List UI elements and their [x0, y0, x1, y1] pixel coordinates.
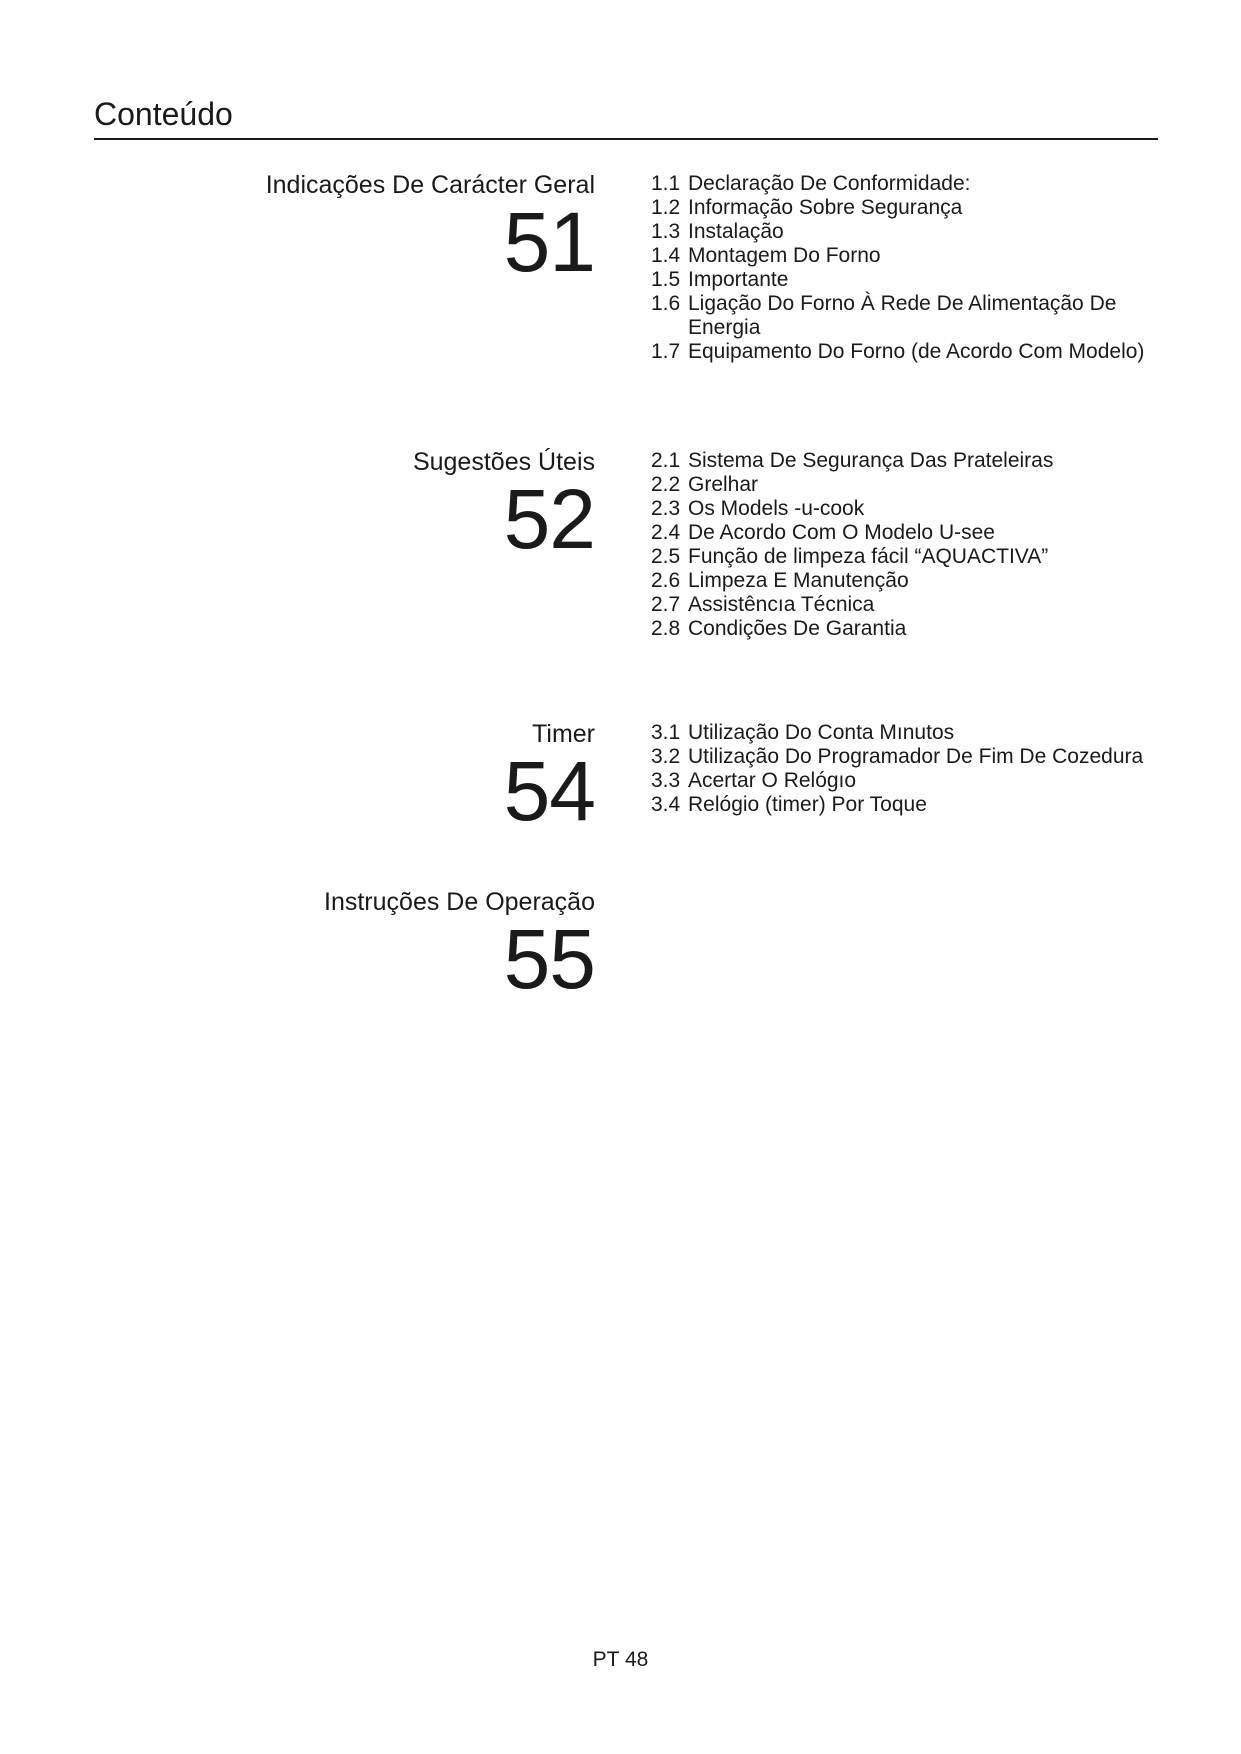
section-heading[interactable]: Indicações De Carácter Geral — [265, 171, 595, 199]
section-items-list — [651, 721, 1191, 817]
toc-item[interactable]: 1.6 Ligação Do Forno À Rede De Alimentação De Energia — [651, 292, 1117, 339]
toc-item[interactable]: 2.5 Função de limpeza fácil “AQUACTIVA” — [651, 545, 1049, 568]
toc-item[interactable]: 2.1 Sistema De Segurança Das Prateleiras — [651, 449, 1054, 472]
toc-item[interactable]: 3.4 Relógio (timer) Por Toque — [651, 793, 927, 816]
toc-item[interactable]: 3.3 Acertar O Relógıo — [651, 769, 857, 792]
toc-item[interactable]: 2.4 De Acordo Com O Modelo U-see — [651, 521, 995, 544]
title-divider — [94, 138, 1158, 140]
toc-item[interactable]: 2.8 Condições De Garantia — [651, 617, 907, 640]
section-heading[interactable]: Sugestões Úteis — [412, 448, 595, 476]
section-heading[interactable]: Timer — [532, 720, 595, 748]
page-footer: PT 48 — [592, 1648, 649, 1671]
toc-item[interactable]: 2.6 Limpeza E Manutenção — [651, 569, 909, 592]
section-heading[interactable]: Instruções De Operação — [324, 888, 595, 916]
section-page-number[interactable]: 52 — [503, 472, 595, 566]
section-page-number[interactable]: 54 — [503, 744, 595, 838]
toc-item[interactable]: 1.4 Montagem Do Forno — [651, 244, 881, 267]
section-items-list — [651, 449, 1191, 641]
section-items-list — [651, 172, 1191, 364]
toc-item[interactable]: 1.7 Equipamento Do Forno (de Acordo Com Modelo) — [651, 340, 1145, 363]
toc-item[interactable]: 1.3 Instalação — [651, 220, 784, 243]
toc-item[interactable]: 1.1 Declaração De Conformidade: — [651, 172, 971, 195]
section-page-number[interactable]: 51 — [503, 195, 595, 289]
page-title: Conteúdo — [94, 96, 233, 132]
toc-item[interactable]: 1.5 Importante — [651, 268, 789, 291]
toc-item[interactable]: 2.2 Grelhar — [651, 473, 759, 496]
toc-item[interactable]: 3.2 Utilização Do Programador De Fim De Cozedura — [651, 745, 1144, 768]
toc-item[interactable]: 3.1 Utilização Do Conta Mınutos — [651, 721, 955, 744]
toc-item[interactable]: 2.7 Assistêncıa Técnica — [651, 593, 875, 616]
section-page-number[interactable]: 55 — [503, 912, 595, 1006]
toc-item[interactable]: 1.2 Informação Sobre Segurança — [651, 196, 963, 219]
toc-item[interactable]: 2.3 Os Models -u-cook — [651, 497, 865, 520]
